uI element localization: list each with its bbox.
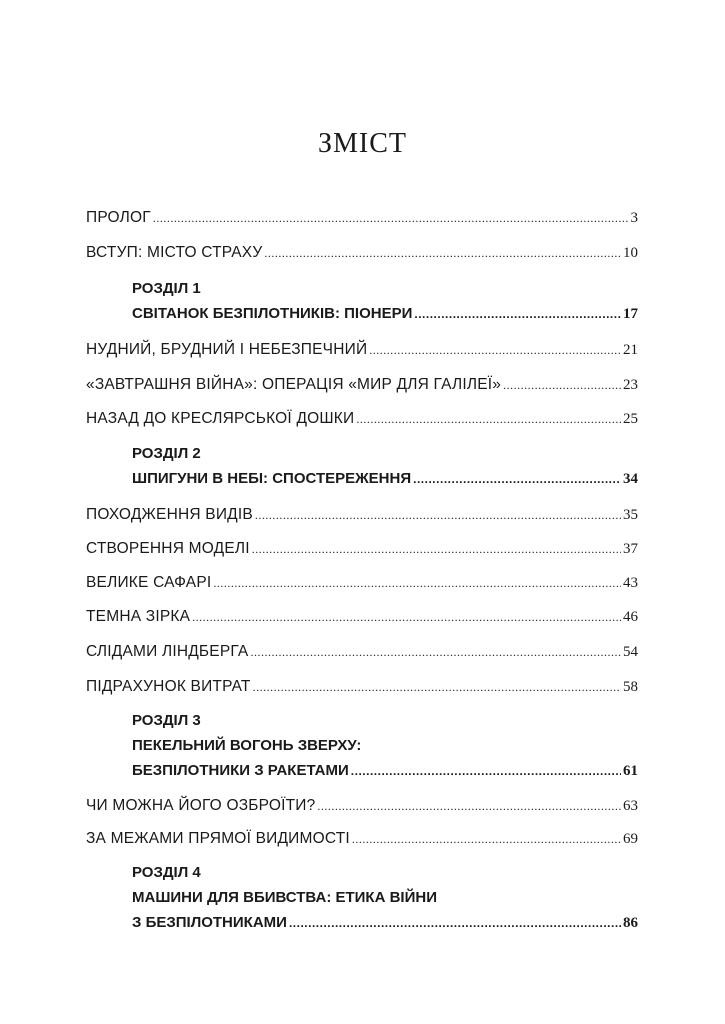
dot-leader (192, 607, 621, 627)
toc-entry-title: ПРОЛОГ (86, 209, 151, 226)
toc-page-number: 35 (623, 507, 638, 523)
toc-entry[interactable] (86, 505, 638, 525)
toc-page-number: 23 (623, 377, 638, 393)
toc-chapter-title: БЕЗПІЛОТНИКИ З РАКЕТАМИ (132, 762, 349, 779)
toc-page-number: 61 (623, 763, 638, 779)
dot-leader (414, 304, 621, 324)
toc-entry-title: ТЕМНА ЗІРКА (86, 608, 191, 625)
dot-leader (356, 409, 621, 429)
toc-page-number: 43 (623, 575, 638, 591)
toc-page-number: 25 (623, 411, 638, 427)
chapter-title-line: ПЕКЕЛЬНИЙ ВОГОНЬ ЗВЕРХУ: (132, 737, 362, 754)
toc-entry[interactable] (86, 642, 638, 662)
toc-entry-title: СТВОРЕННЯ МОДЕЛІ (86, 540, 250, 557)
dot-leader (289, 913, 621, 933)
toc-page-number: 3 (630, 210, 638, 226)
toc-entry[interactable] (86, 829, 638, 849)
dot-leader (317, 796, 621, 816)
toc-chapter-title: ШПИГУНИ В НЕБІ: СПОСТЕРЕЖЕННЯ (132, 470, 412, 487)
toc-page-number: 69 (623, 831, 638, 847)
toc-entry-intro[interactable] (86, 243, 638, 263)
dot-leader (255, 505, 621, 525)
chapter-label-2: РОЗДІЛ 2 (132, 445, 201, 462)
toc-page-number: 58 (623, 679, 638, 695)
toc-entry-title: ПОХОДЖЕННЯ ВИДІВ (86, 506, 253, 523)
dot-leader (253, 677, 621, 697)
toc-page-number: 34 (623, 471, 638, 487)
toc-entry[interactable] (86, 375, 638, 395)
dot-leader (153, 208, 629, 228)
toc-entry-title: ВЕЛИКЕ САФАРІ (86, 574, 212, 591)
toc-page-number: 17 (623, 306, 638, 322)
dot-leader (503, 375, 621, 395)
toc-entry[interactable] (86, 677, 638, 697)
toc-chapter-2[interactable] (132, 469, 638, 489)
dot-leader (351, 761, 621, 781)
toc-chapter-4[interactable] (132, 913, 638, 933)
page-title: ЗМІСТ (317, 128, 408, 159)
toc-page-number: 86 (623, 915, 638, 931)
toc-entry[interactable] (86, 607, 638, 627)
toc-page-number: 37 (623, 541, 638, 557)
dot-leader (264, 243, 621, 263)
toc-chapter-3[interactable] (132, 761, 638, 781)
toc-entry-prologue[interactable] (86, 208, 638, 228)
toc-entry[interactable] (86, 539, 638, 559)
toc-entry-title: ЧИ МОЖНА ЙОГО ОЗБРОЇТИ? (86, 797, 316, 814)
toc-entry-title: НАЗАД ДО КРЕСЛЯРСЬКОЇ ДОШКИ (86, 410, 355, 427)
toc-chapter-1[interactable] (132, 304, 638, 324)
toc-page-number: 10 (623, 245, 638, 261)
toc-entry-title: ЗА МЕЖАМИ ПРЯМОЇ ВИДИМОСТІ (86, 830, 350, 847)
toc-entry-title: ПІДРАХУНОК ВИТРАТ (86, 678, 251, 695)
toc-entry[interactable] (86, 573, 638, 593)
dot-leader (250, 642, 621, 662)
toc-entry-title: СЛІДАМИ ЛІНДБЕРГА (86, 643, 249, 660)
toc-entry[interactable] (86, 340, 638, 360)
toc-page-number: 63 (623, 798, 638, 814)
toc-chapter-title: З БЕЗПІЛОТНИКАМИ (132, 914, 287, 931)
toc-entry[interactable] (86, 796, 638, 816)
chapter-title-line: МАШИНИ ДЛЯ ВБИВСТВА: ЕТИКА ВІЙНИ (132, 889, 437, 906)
dot-leader (213, 573, 621, 593)
dot-leader (352, 829, 621, 849)
toc-page-number: 21 (623, 342, 638, 358)
chapter-label-3: РОЗДІЛ 3 (132, 712, 201, 729)
dot-leader (413, 469, 621, 489)
chapter-label-1: РОЗДІЛ 1 (132, 280, 201, 297)
toc-page-number: 54 (623, 644, 638, 660)
toc-entry-title: «ЗАВТРАШНЯ ВІЙНА»: ОПЕРАЦІЯ «МИР ДЛЯ ГАЛІЛЕЇ» (86, 376, 502, 393)
toc-entry[interactable] (86, 409, 638, 429)
toc-entry-title: НУДНИЙ, БРУДНИЙ І НЕБЕЗПЕЧНИЙ (86, 341, 368, 358)
toc-entry-title: ВСТУП: МІСТО СТРАХУ (86, 244, 263, 261)
chapter-label-4: РОЗДІЛ 4 (132, 864, 201, 881)
dot-leader (369, 340, 621, 360)
dot-leader (252, 539, 621, 559)
toc-page-number: 46 (623, 609, 638, 625)
toc-chapter-title: СВІТАНОК БЕЗПІЛОТНИКІВ: ПІОНЕРИ (132, 305, 413, 322)
